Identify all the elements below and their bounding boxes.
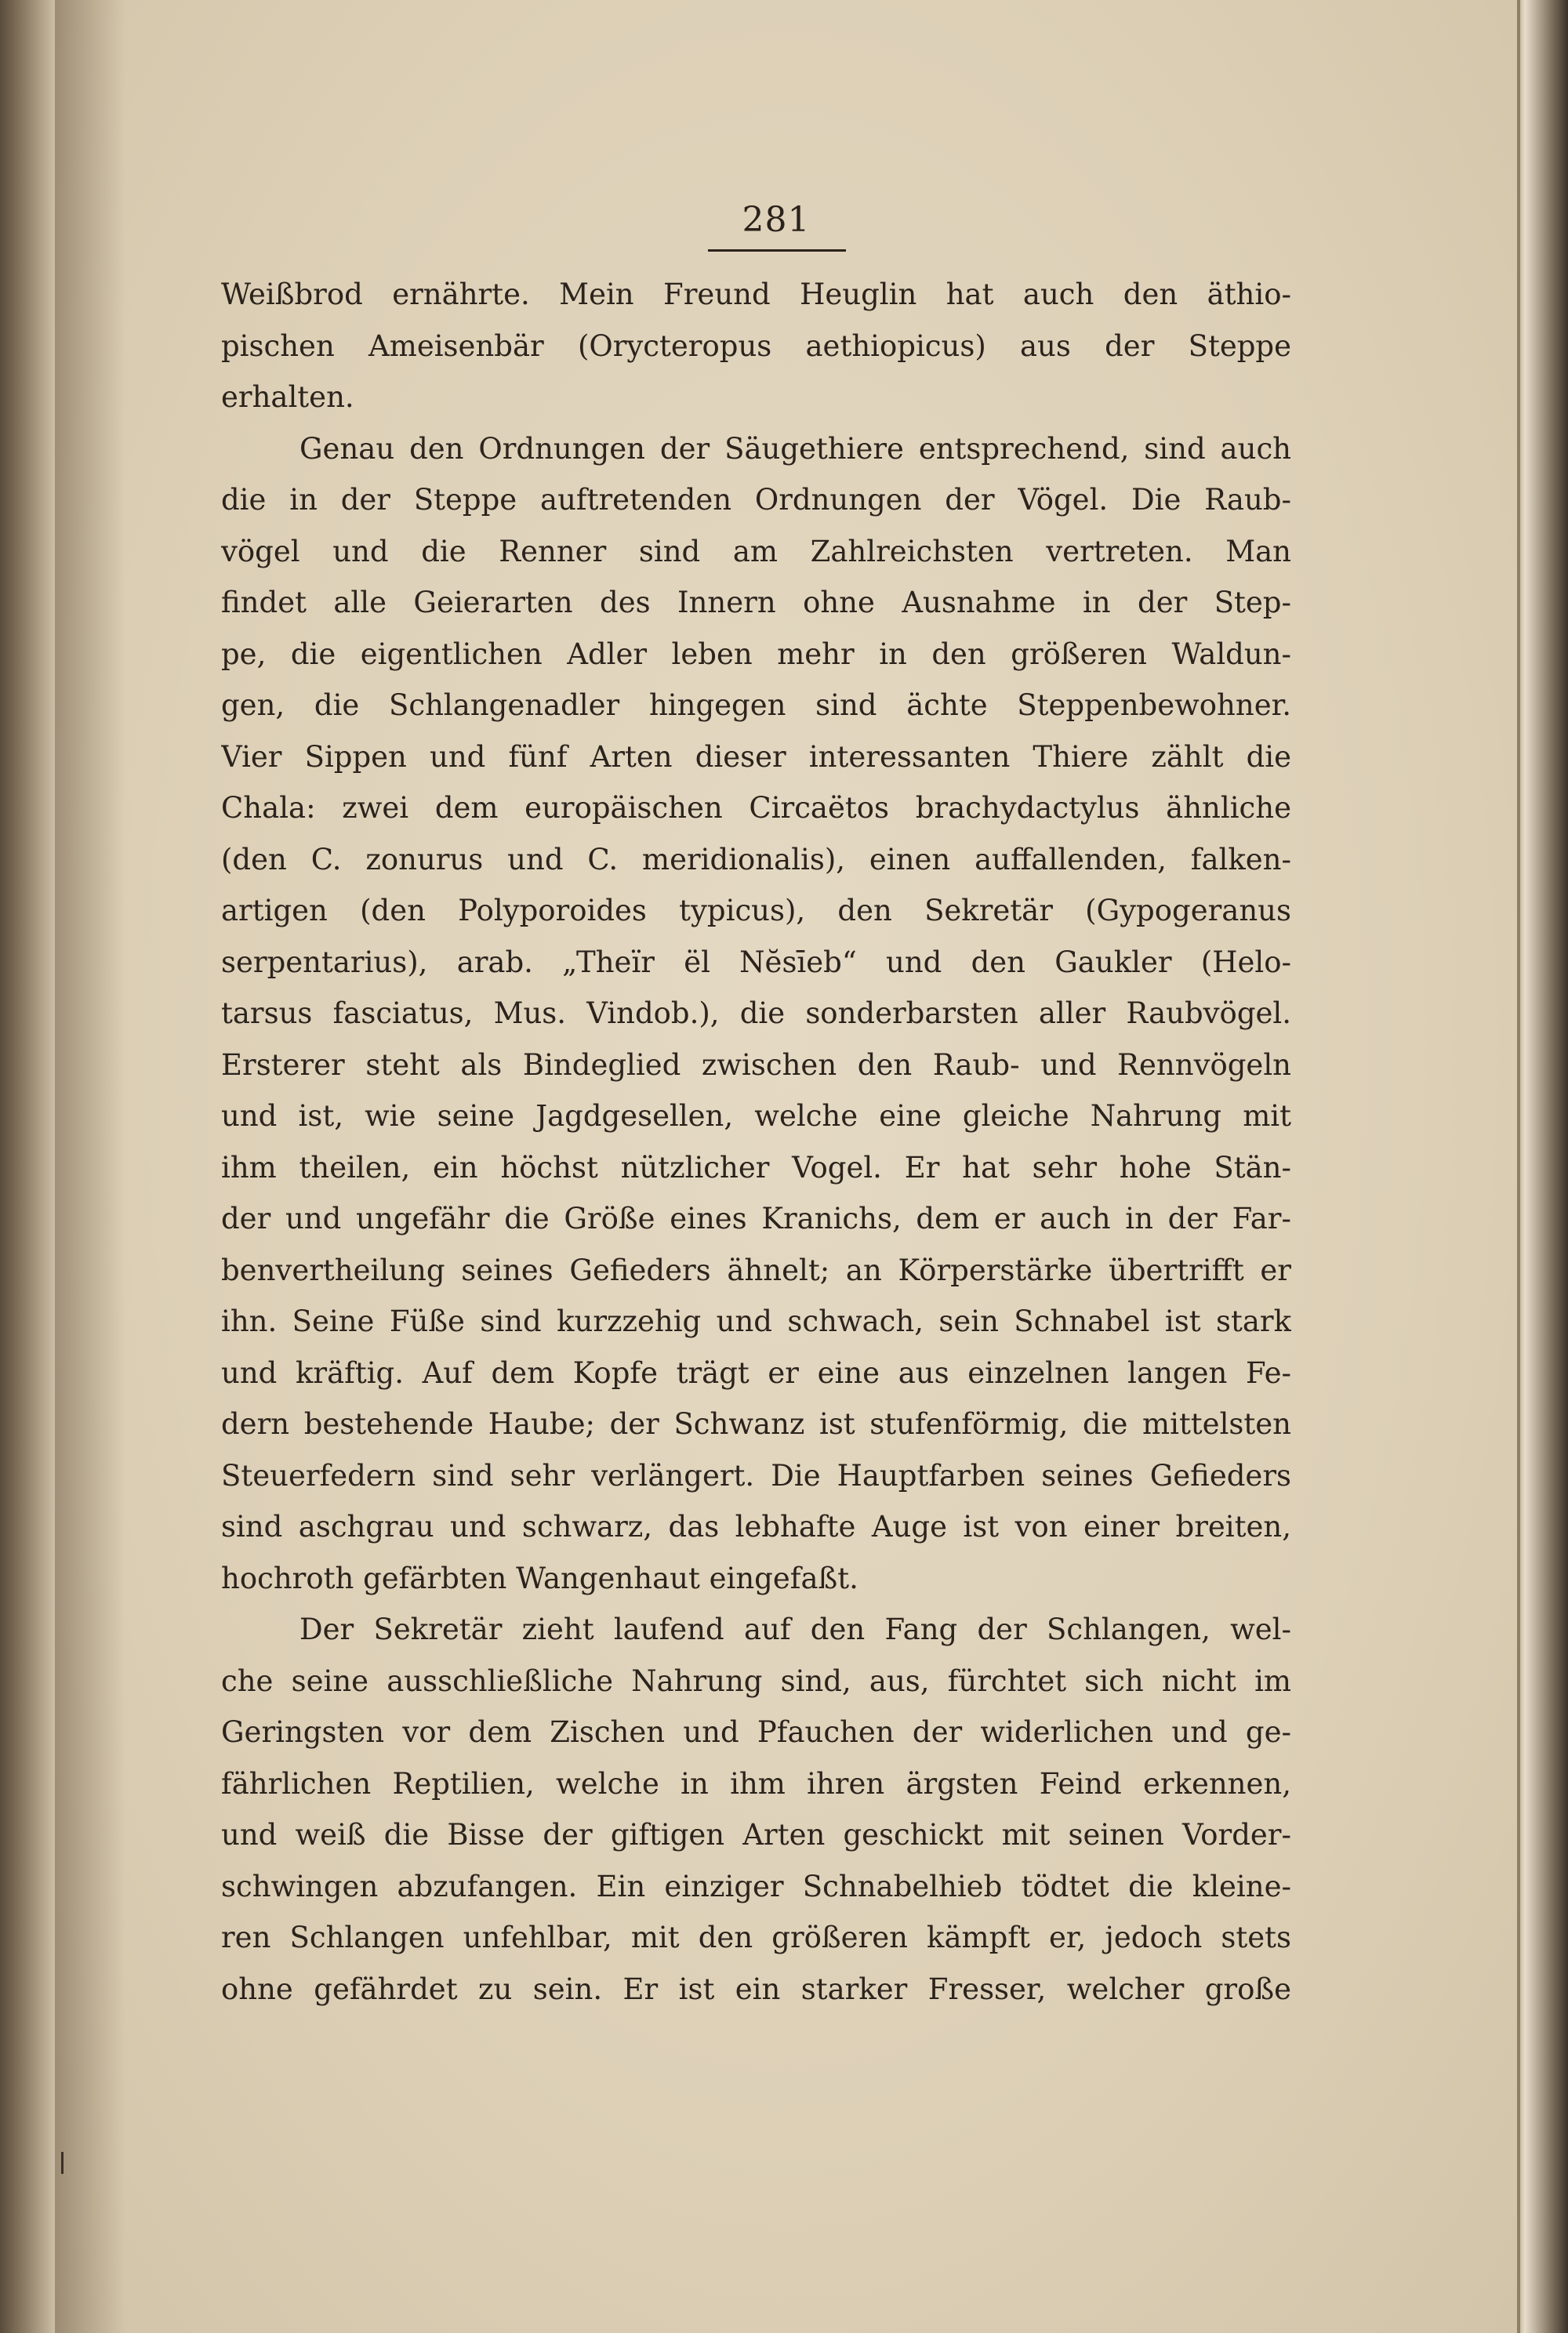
header-rule (708, 249, 846, 252)
text-line: schwingen abzufangen. Ein einziger Schnabelhieb tödtet die kleine- (221, 1869, 1291, 1903)
text-line: ihn. Seine Füße sind kurzzehig und schwach, sein Schnabel ist stark (221, 1304, 1291, 1338)
text-line: Geringsten vor dem Zischen und Pfauchen der widerlichen und ge- (221, 1715, 1291, 1749)
text-line: die in der Steppe auftretenden Ordnungen der Vögel. Die Raub- (221, 483, 1291, 517)
text-line: erhalten. (221, 380, 354, 414)
text-line: Vier Sippen und fünf Arten dieser interessanten Thiere zählt die (221, 739, 1291, 774)
text-line: und ist, wie seine Jagdgesellen, welche eine gleiche Nahrung mit (221, 1099, 1291, 1133)
text-line: pe, die eigentlichen Adler leben mehr in den größeren Waldun- (221, 637, 1291, 671)
text-line: hochroth gefärbten Wangenhaut eingefaßt. (221, 1561, 858, 1595)
text-line: pischen Ameisenbär (Orycteropus aethiopicus) aus der Steppe (221, 328, 1291, 363)
page-edge (1517, 0, 1520, 2333)
text-line: Ersterer steht als Bindeglied zwischen den Raub- und Rennvögeln (221, 1047, 1291, 1082)
body-text (221, 269, 1291, 2015)
text-line: ohne gefährdet zu sein. Er ist ein starker Fresser, welcher große (221, 1972, 1291, 2006)
text-line: che seine ausschließliche Nahrung sind, aus, fürchtet sich nicht im (221, 1664, 1291, 1698)
text-line: artigen (den Polyporoides typicus), den Sekretär (Gypogeranus (221, 894, 1291, 927)
page-header (710, 200, 843, 240)
text-line: Weißbrod ernährte. Mein Freund Heuglin hat auch den äthio- (221, 278, 1291, 311)
text-line: Steuerfedern sind sehr verlängert. Die Hauptfarben seines Gefieders (221, 1458, 1291, 1493)
text-line: findet alle Geierarten des Innern ohne Ausnahme in der Step- (221, 586, 1291, 619)
page-number: 281 (742, 200, 811, 240)
text-line: gen, die Schlangenadler hingegen sind ächte Steppenbewohner. (221, 688, 1291, 722)
text-line: vögel und die Renner sind am Zahlreichsten vertreten. Man (221, 534, 1291, 568)
text-line: ihm theilen, ein höchst nützlicher Vogel. Er hat sehr hohe Stän- (221, 1150, 1291, 1185)
gutter-shadow (55, 0, 125, 2333)
text-line: sind aschgrau und schwarz, das lebhafte Auge ist von einer breiten, (221, 1510, 1291, 1544)
text-line: tarsus fasciatus, Mus. Vindob.), die sonderbarsten aller Raubvögel. (221, 996, 1291, 1030)
text-line: und weiß die Bisse der giftigen Arten geschickt mit seinen Vorder- (221, 1818, 1291, 1852)
text-line: fährlichen Reptilien, welche in ihm ihren ärgsten Feind erkennen, (221, 1766, 1291, 1801)
margin-mark (61, 2152, 64, 2174)
text-line: benvertheilung seines Gefieders ähnelt; an Körperstärke übertrifft er (221, 1253, 1291, 1287)
text-line: (den C. zonurus und C. meridionalis), einen auffallenden, falken- (221, 842, 1291, 876)
text-line: der und ungefähr die Größe eines Kranichs, dem er auch in der Far- (221, 1202, 1291, 1235)
text-line: ren Schlangen unfehlbar, mit den größeren kämpft er, jedoch stets (221, 1921, 1291, 1954)
text-line: Genau den Ordnungen der Säugethiere entsprechend, sind auch (299, 431, 1291, 466)
text-line: dern bestehende Haube; der Schwanz ist stufenförmig, die mittelsten (221, 1407, 1291, 1441)
text-line: serpentarius), arab. „Theïr ël Nĕsīeb“ und den Gaukler (Helo- (221, 945, 1291, 979)
text-line: Chala: zwei dem europäischen Circaëtos brachydactylus ähnliche (221, 791, 1291, 825)
text-line: und kräftig. Auf dem Kopfe trägt er eine aus einzelnen langen Fe- (221, 1355, 1291, 1390)
text-line: Der Sekretär zieht laufend auf den Fang der Schlangen, wel- (299, 1613, 1291, 1646)
